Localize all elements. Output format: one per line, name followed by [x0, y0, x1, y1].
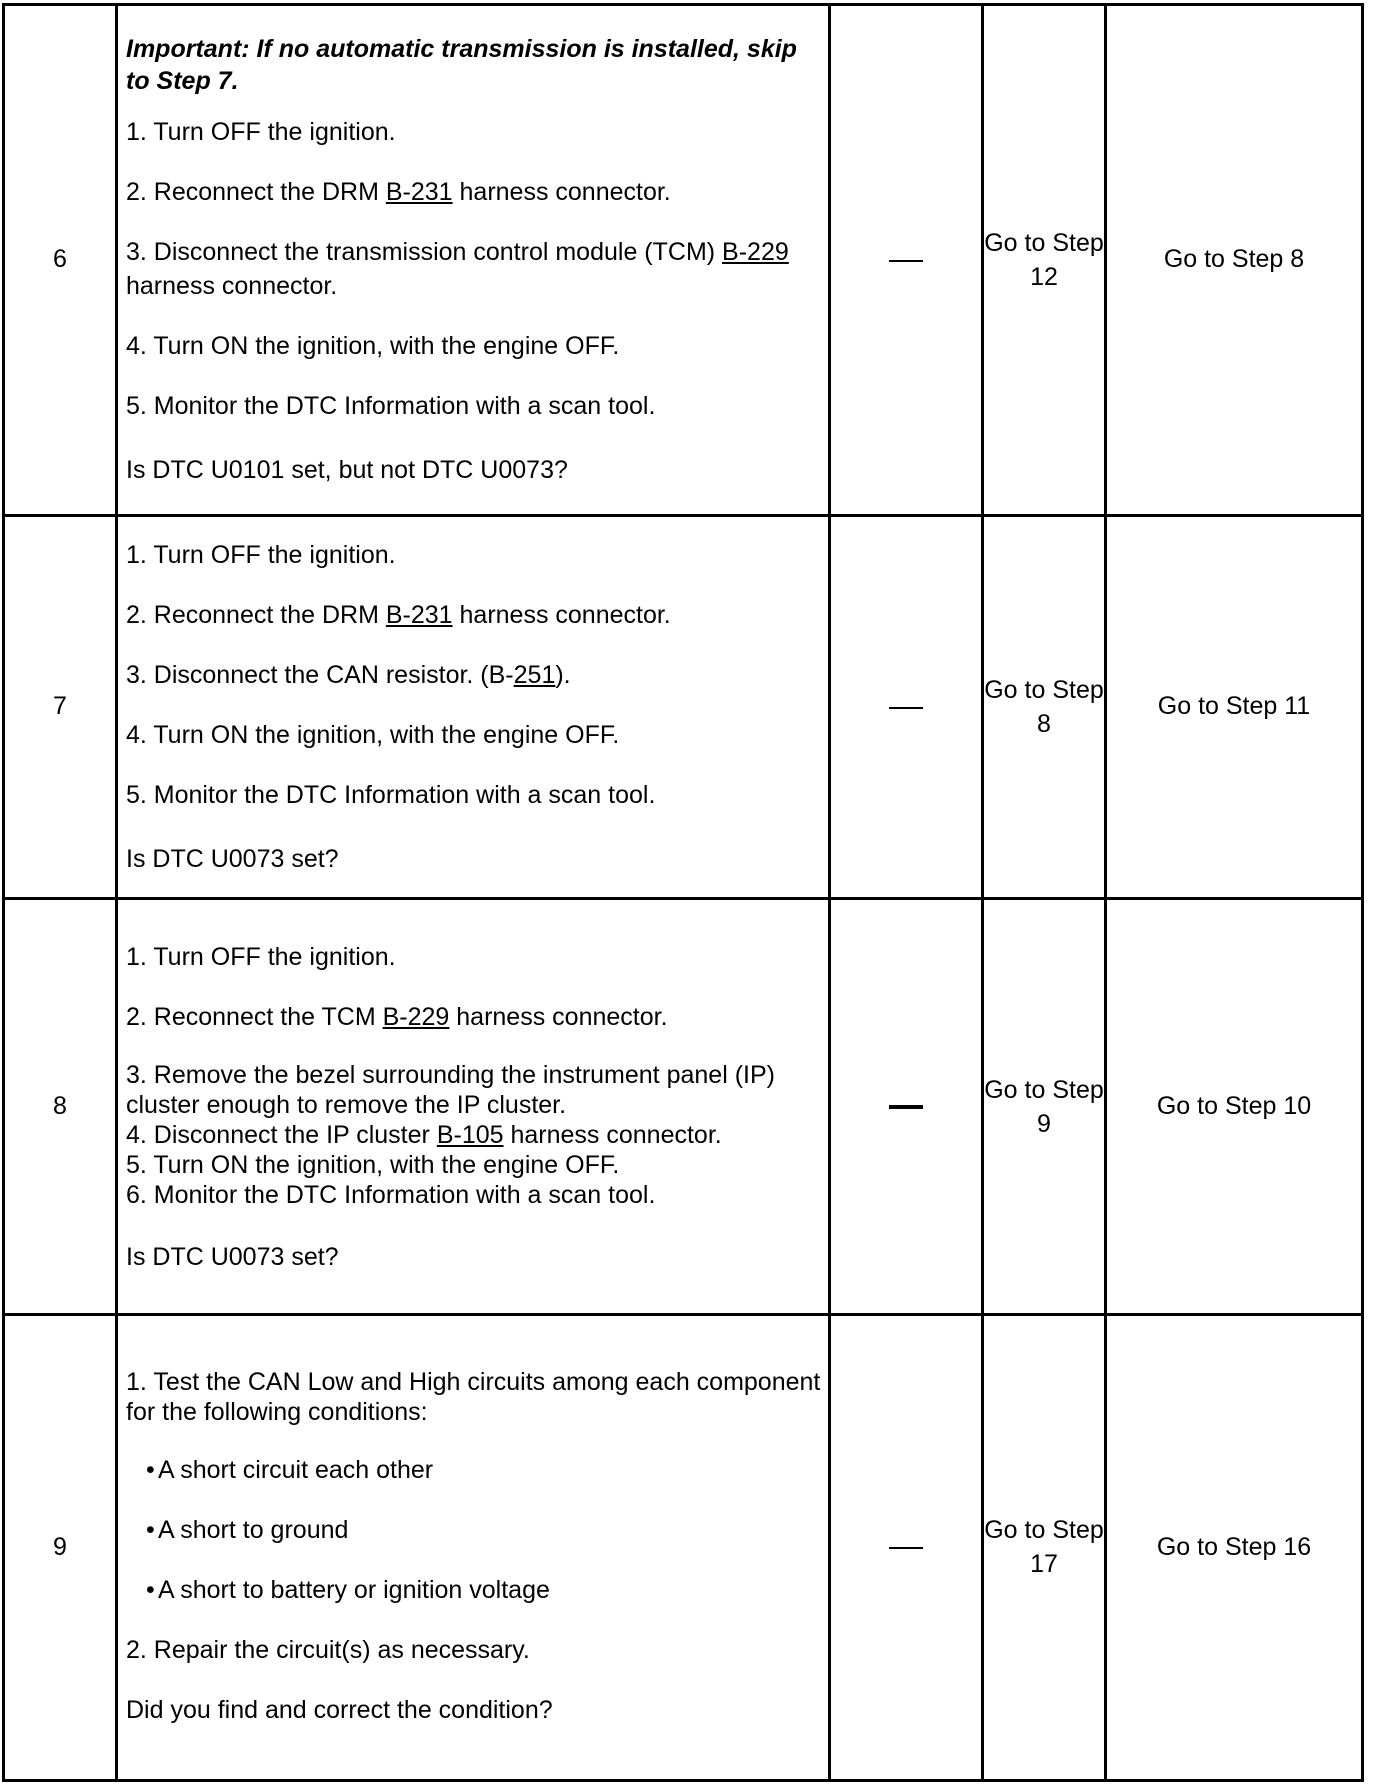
connector-link[interactable]: B-105 — [436, 1120, 504, 1149]
action-line: 4. Turn ON the ignition, with the engine OFF. — [126, 331, 620, 360]
action-line: 5. Turn ON the ignition, with the engine OFF. — [126, 1150, 620, 1179]
action-line: 2. Reconnect the DRM B-231 harness connector. — [126, 600, 671, 629]
question: Is DTC U0073 set? — [126, 1242, 339, 1271]
connector-link[interactable]: B-229 — [722, 237, 789, 266]
table-row — [4, 1314, 1363, 1780]
action-line: 3. Remove the bezel surrounding the instrument panel (IP) cluster enough to remove the IP cluster. — [126, 1060, 775, 1119]
connector-link[interactable]: B-231 — [385, 177, 453, 206]
condition-bullet: • A short to ground — [126, 1513, 822, 1547]
action-line: 5. Monitor the DTC Information with a scan tool. — [126, 391, 656, 420]
value-dash — [889, 707, 923, 709]
table-row — [4, 899, 1363, 1315]
action-line: 4. Turn ON the ignition, with the engine OFF. — [126, 720, 620, 749]
diagnostic-steps-table — [2, 3, 1364, 1782]
action-line: 1. Turn OFF the ignition. — [126, 117, 396, 146]
action-cell — [117, 1314, 830, 1780]
step-number: 8 — [4, 899, 117, 1315]
yes-action[interactable]: Go to Step 17 — [983, 1314, 1106, 1780]
table-row — [4, 515, 1363, 898]
action-line: 3. Disconnect the transmission control module (TCM) B-229 harness connector. — [126, 237, 789, 300]
yes-action[interactable]: Go to Step 9 — [983, 899, 1106, 1315]
action-cell — [117, 515, 830, 898]
action-line: 2. Reconnect the TCM B-229 harness connector. — [126, 1002, 668, 1031]
value-dash — [889, 1105, 923, 1109]
question: Is DTC U0101 set, but not DTC U0073? — [126, 455, 568, 484]
action-cell — [117, 899, 830, 1315]
connector-link[interactable]: B-229 — [382, 1002, 450, 1031]
condition-bullet: • A short circuit each other — [126, 1453, 822, 1487]
no-action[interactable]: Go to Step 16 — [1106, 1314, 1363, 1780]
connector-link[interactable]: 251 — [513, 660, 556, 689]
no-action[interactable]: Go to Step 11 — [1106, 515, 1363, 898]
value-cell — [830, 515, 983, 898]
yes-action[interactable]: Go to Step 12 — [983, 5, 1106, 516]
no-action[interactable]: Go to Step 10 — [1106, 899, 1363, 1315]
action-line: 2. Reconnect the DRM B-231 harness connector. — [126, 177, 671, 206]
action-line: 1. Test the CAN Low and High circuits among each component for the following conditions: — [126, 1368, 821, 1427]
action-cell — [117, 5, 830, 516]
no-action[interactable]: Go to Step 8 — [1106, 5, 1363, 516]
step-number: 9 — [4, 1314, 117, 1780]
action-line: 2. Repair the circuit(s) as necessary. — [126, 1636, 530, 1665]
value-cell — [830, 5, 983, 516]
action-line: 4. Disconnect the IP cluster B-105 harness connector. — [126, 1120, 722, 1149]
action-line: 1. Turn OFF the ignition. — [126, 540, 396, 569]
value-cell — [830, 899, 983, 1315]
action-line: 6. Monitor the DTC Information with a scan tool. — [126, 1180, 656, 1209]
question: Did you find and correct the condition? — [126, 1696, 553, 1725]
action-line: 3. Disconnect the CAN resistor. (B-251). — [126, 660, 571, 689]
value-cell — [830, 1314, 983, 1780]
value-dash — [889, 1547, 923, 1549]
important-note: Important: If no automatic transmission is installed, skip to Step 7. — [126, 34, 797, 95]
yes-action[interactable]: Go to Step 8 — [983, 515, 1106, 898]
action-line: 5. Monitor the DTC Information with a scan tool. — [126, 780, 656, 809]
condition-bullet: • A short to battery or ignition voltage — [126, 1573, 822, 1607]
value-dash — [889, 260, 923, 262]
question: Is DTC U0073 set? — [126, 844, 339, 873]
table-row — [4, 5, 1363, 516]
step-number: 7 — [4, 515, 117, 898]
connector-link[interactable]: B-231 — [385, 600, 453, 629]
step-number: 6 — [4, 5, 117, 516]
action-line: 1. Turn OFF the ignition. — [126, 942, 396, 971]
